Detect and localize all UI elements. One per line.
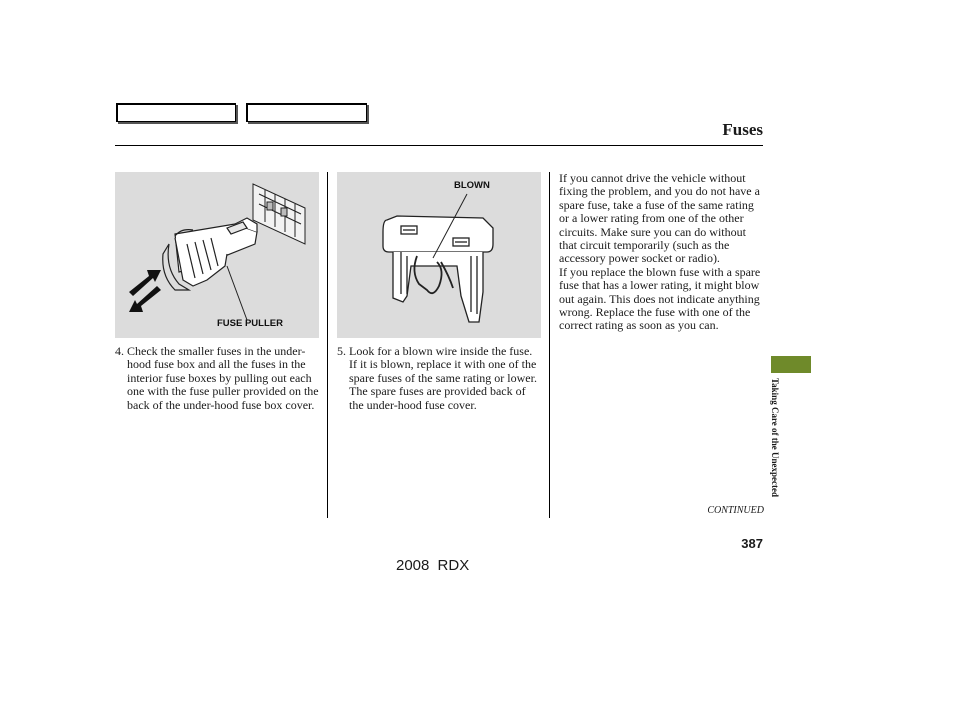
paragraph: If you replace the blown fuse with a spare fuse that has a lower rating, it might blow out again. This does not indicate anything wrong. Replace the fuse with one of the correct rating as soon as you can. [559, 264, 761, 333]
section-side-label [770, 378, 784, 530]
step-4 [115, 345, 320, 412]
step-number: 4. [115, 344, 124, 358]
blown-label: BLOWN [454, 180, 490, 191]
title-divider [115, 145, 763, 146]
step-5 [337, 345, 542, 412]
column-3-text [559, 172, 764, 333]
page-title: Fuses [722, 120, 763, 139]
continued-note: CONTINUED [707, 505, 764, 516]
blown-fuse-illustration [337, 172, 541, 338]
column-divider [327, 172, 328, 518]
fuse-puller-illustration [115, 172, 319, 338]
paragraph: If you cannot drive the vehicle without fixing the problem, and you do not have a spare fuse, take a fuse of the same rating or a lower rating from one of the other circuits. Make sure you can do without that circuit temporarily (such as the accessory power socket or radio). [559, 171, 760, 266]
nav-button-next[interactable] [246, 103, 367, 122]
section-tab[interactable] [771, 356, 811, 373]
step-text: Check the smaller fuses in the under-hood fuse box and all the fuses in the interior fuse boxes by pulling out each one with the fuse puller provided on the back of the under-hood fuse box cover. [127, 344, 319, 412]
nav-button-previous[interactable] [116, 103, 236, 122]
step-number: 5. [337, 344, 346, 358]
page-number: 387 [741, 536, 763, 551]
section-name: Taking Care of the Unexpected [770, 378, 780, 497]
step-text: Look for a blown wire inside the fuse. If it is blown, replace it with one of the spare fuses of the same rating or lower. The spare fuses are provided back of the under-hood fuse cover. [349, 344, 537, 412]
column-divider [549, 172, 550, 518]
fuse-puller-label: FUSE PULLER [217, 318, 283, 329]
model-name: 2008 RDX [396, 557, 470, 574]
